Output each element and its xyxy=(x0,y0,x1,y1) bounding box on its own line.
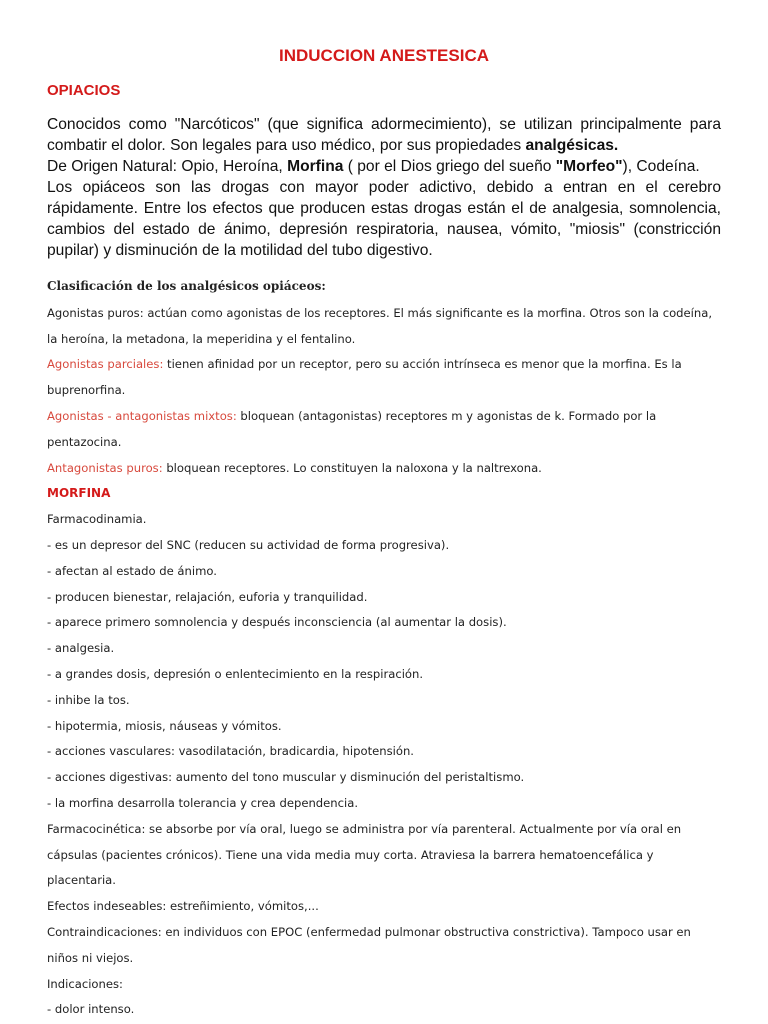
morfina-line: - la morfina desarrolla tolerancia y crea dependencia. xyxy=(47,795,359,810)
morfina-line: - dolor intenso. xyxy=(47,1002,135,1017)
morfina-line: Indicaciones: xyxy=(47,976,123,991)
morfina-line: cápsulas (pacientes crónicos). Tiene una vida media muy corta. Atraviesa la barrera hematoencefálica y xyxy=(47,847,654,862)
agonistas-mixtos xyxy=(47,404,727,430)
morfina-line: - analgesia. xyxy=(47,641,115,656)
morfina-heading: MORFINA xyxy=(47,486,111,501)
morfina-line: placentaria. xyxy=(47,873,116,888)
morfina-line: Contraindicaciones: en individuos con EPOC (enfermedad pulmonar obstructiva constrictiva). Tampoco usar en xyxy=(47,924,691,939)
agonistas-mixtos-label: Agonistas - antagonistas mixtos: xyxy=(47,408,237,423)
morfina-line: - acciones digestivas: aumento del tono muscular y disminución del peristaltismo. xyxy=(47,770,525,785)
antagonistas-puros-label: Antagonistas puros: xyxy=(47,460,163,475)
morfina-line: Farmacodinamia. xyxy=(47,512,147,527)
morfina-line: - es un depresor del SNC (reducen su actividad de forma progresiva). xyxy=(47,537,450,552)
intro-p2-bold-morfina: Morfina xyxy=(287,158,344,175)
morfina-line: - producen bienestar, relajación, euforia y tranquilidad. xyxy=(47,589,368,604)
classification-heading: Clasificación de los analgésicos opiáceos: xyxy=(47,279,326,293)
morfina-line: - aparece primero somnolencia y después inconsciencia (al aumentar la dosis). xyxy=(47,615,507,630)
agonistas-parciales-label: Agonistas parciales: xyxy=(47,357,164,372)
antagonistas-puros xyxy=(47,456,727,482)
morfina-line: - inhibe la tos. xyxy=(47,692,130,707)
morfina-line: - afectan al estado de ánimo. xyxy=(47,563,217,578)
intro-text xyxy=(47,114,721,261)
morfina-line: Farmacocinética: se absorbe por vía oral, luego se administra por vía parenteral. Actualmente por vía oral en xyxy=(47,821,682,836)
intro-paragraph-2 xyxy=(47,156,721,177)
intro-paragraph-3: Los opiáceos son las drogas con mayor poder adictivo, debido a entran en el cerebro rápidamente. Entre los efectos que producen estas drogas están el de analgesia, somnolencia, cambios del estado de ánimo, depresión respiratoria, nausea, vómito, "miosis" (constricción pupilar) y disminución de la motilidad del tubo digestivo. xyxy=(47,179,721,259)
section-heading-opiacios: OPIACIOS xyxy=(47,82,121,99)
document-title: INDUCCION ANESTESICA xyxy=(279,46,489,65)
antagonistas-puros-text: bloquean receptores. Lo constituyen la naloxona y la naltrexona. xyxy=(162,460,542,475)
intro-paragraph-1 xyxy=(47,114,721,156)
morfina-line: - acciones vasculares: vasodilatación, bradicardia, hipotensión. xyxy=(47,744,414,759)
agonistas-parciales-line-2: buprenorfina. xyxy=(47,383,126,398)
morfina-line: Efectos indeseables: estreñimiento, vómitos,... xyxy=(47,899,319,914)
morfina-line: - hipotermia, miosis, náuseas y vómitos. xyxy=(47,718,282,733)
agonistas-mixtos-line-2: pentazocina. xyxy=(47,434,122,449)
agonistas-mixtos-text: bloquean (antagonistas) receptores m y agonistas de k. Formado por la xyxy=(236,408,657,423)
agonistas-parciales xyxy=(47,352,727,378)
morfina-line: niños ni viejos. xyxy=(47,950,134,965)
morfina-line: - a grandes dosis, depresión o enlentecimiento en la respiración. xyxy=(47,666,424,681)
intro-p2-bold-morfeo: "Morfeo" xyxy=(555,158,623,175)
intro-p2-text-c: ( por el Dios griego del sueño xyxy=(343,158,556,175)
intro-p1-bold: analgésicas. xyxy=(525,137,619,154)
intro-p2-text-a: De Origen Natural: Opio, Heroína, xyxy=(47,158,288,175)
intro-p2-text-e: ), Codeína. xyxy=(622,158,700,175)
agonistas-puros-line-1: Agonistas puros: actúan como agonistas de los receptores. El más significante es la morfina. Otros son la codeína, xyxy=(47,305,713,320)
agonistas-puros-line-2: la heroína, la metadona, la meperidina y el fentalino. xyxy=(47,331,356,346)
intro-p1-text: Conocidos como "Narcóticos" (que significa adormecimiento), se utilizan principalmente para combatir el dolor. Son legales para uso médico, por sus propiedades xyxy=(47,116,721,154)
classification-and-morfina xyxy=(47,274,727,1023)
agonistas-parciales-text: tienen afinidad por un receptor, pero su acción intrínseca es menor que la morfina. Es la xyxy=(163,357,682,372)
